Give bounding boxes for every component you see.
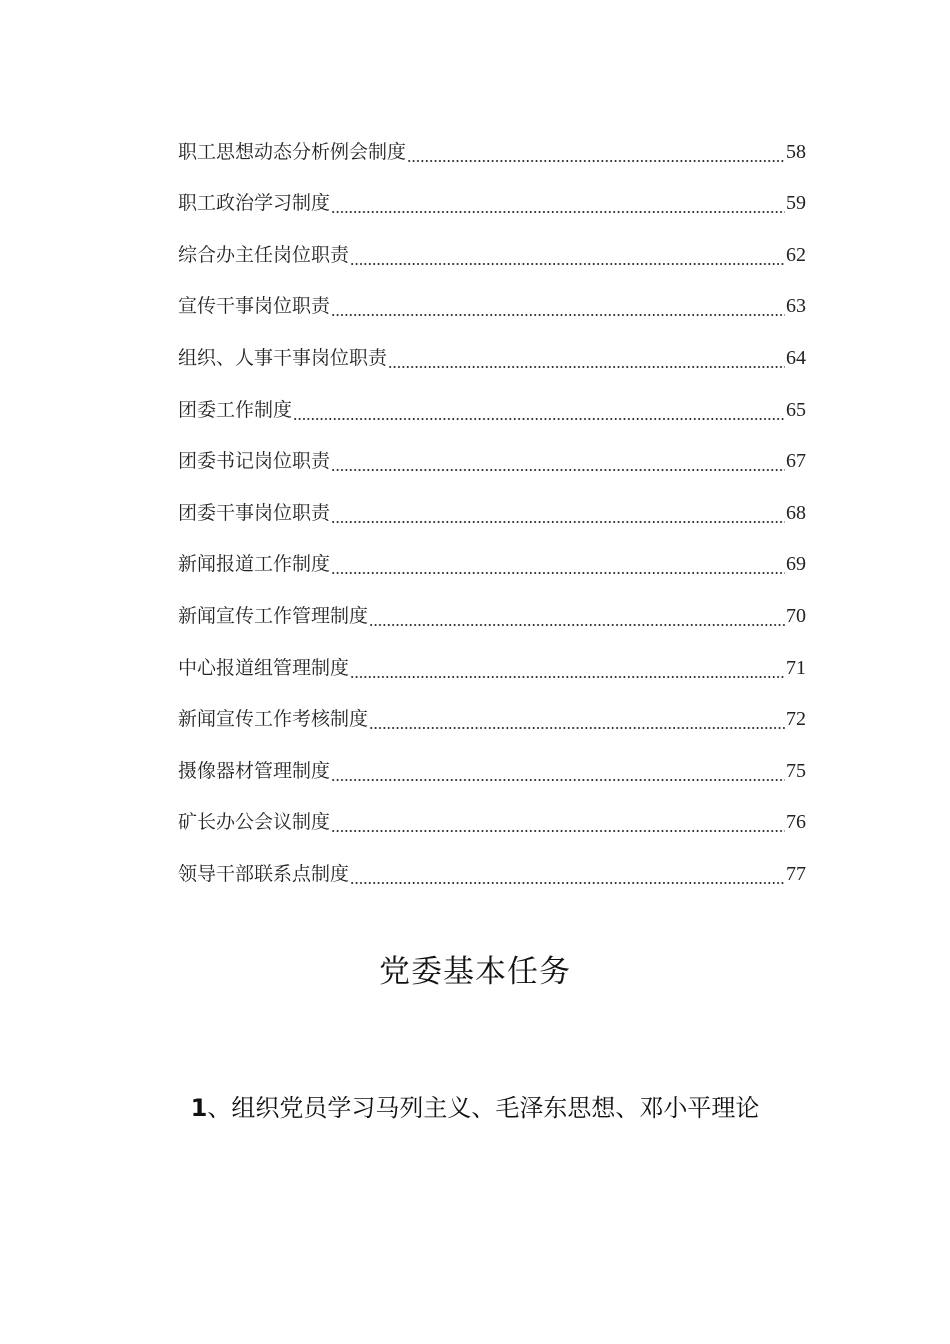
- toc-entry-title: 矿长办公会议制度: [178, 811, 331, 834]
- toc-dot-leader: [331, 184, 785, 214]
- toc-entry[interactable]: [178, 118, 806, 170]
- table-of-contents: [178, 118, 806, 892]
- toc-entry-title: 综合办主任岗位职责: [178, 243, 350, 266]
- toc-entry[interactable]: [178, 479, 806, 531]
- toc-entry-page: 76: [786, 811, 806, 834]
- toc-dot-leader: [388, 339, 785, 369]
- toc-entry-title: 新闻宣传工作考核制度: [178, 708, 369, 731]
- toc-entry-title: 团委工作制度: [178, 398, 293, 421]
- item-number: 1: [190, 1094, 208, 1122]
- toc-entry-page: 69: [786, 553, 806, 576]
- item-text: 、组织党员学习马列主义、毛泽东思想、邓小平理论: [207, 1094, 760, 1122]
- toc-entry-title: 领导干部联系点制度: [178, 862, 350, 885]
- toc-entry[interactable]: [178, 170, 806, 222]
- toc-entry[interactable]: [178, 737, 806, 789]
- toc-entry-page: 63: [786, 295, 806, 318]
- toc-entry-title: 新闻宣传工作管理制度: [178, 604, 369, 627]
- toc-entry-page: 58: [786, 140, 806, 163]
- toc-entry-page: 70: [786, 604, 806, 627]
- toc-dot-leader: [350, 236, 785, 266]
- toc-dot-leader: [369, 700, 785, 730]
- toc-dot-leader: [369, 597, 785, 627]
- toc-entry-page: 71: [786, 656, 806, 679]
- toc-dot-leader: [331, 545, 785, 575]
- toc-dot-leader: [350, 855, 785, 885]
- toc-entry-page: 65: [786, 398, 806, 421]
- toc-entry-title: 摄像器材管理制度: [178, 759, 331, 782]
- toc-entry-title: 中心报道组管理制度: [178, 656, 350, 679]
- toc-entry[interactable]: [178, 582, 806, 634]
- toc-entry-title: 团委干事岗位职责: [178, 501, 331, 524]
- toc-dot-leader: [331, 752, 785, 782]
- toc-entry-page: 62: [786, 243, 806, 266]
- toc-entry-page: 77: [786, 862, 806, 885]
- toc-entry[interactable]: [178, 634, 806, 686]
- toc-entry[interactable]: [178, 531, 806, 583]
- toc-entry-page: 68: [786, 501, 806, 524]
- toc-entry[interactable]: [178, 840, 806, 892]
- toc-dot-leader: [331, 494, 785, 524]
- toc-entry[interactable]: [178, 789, 806, 841]
- toc-entry-title: 组织、人事干事岗位职责: [178, 346, 388, 369]
- toc-entry[interactable]: [178, 273, 806, 325]
- toc-entry-title: 职工政治学习制度: [178, 192, 331, 215]
- toc-entry-page: 72: [786, 708, 806, 731]
- toc-entry-page: 67: [786, 450, 806, 473]
- toc-entry[interactable]: [178, 221, 806, 273]
- section-heading: 党委基本任务: [379, 954, 571, 990]
- toc-entry-page: 64: [786, 346, 806, 369]
- toc-dot-leader: [293, 391, 785, 421]
- toc-entry[interactable]: [178, 686, 806, 738]
- toc-dot-leader: [331, 287, 785, 317]
- toc-dot-leader: [407, 133, 785, 163]
- toc-entry-page: 75: [786, 759, 806, 782]
- toc-entry-title: 职工思想动态分析例会制度: [178, 140, 407, 163]
- toc-entry[interactable]: [178, 376, 806, 428]
- toc-entry-title: 新闻报道工作制度: [178, 553, 331, 576]
- toc-dot-leader: [350, 649, 785, 679]
- toc-entry[interactable]: [178, 324, 806, 376]
- toc-entry-page: 59: [786, 192, 806, 215]
- toc-entry-title: 宣传干事岗位职责: [178, 295, 331, 318]
- toc-dot-leader: [331, 803, 785, 833]
- toc-entry[interactable]: [178, 428, 806, 480]
- toc-entry-title: 团委书记岗位职责: [178, 450, 331, 473]
- toc-dot-leader: [331, 442, 785, 472]
- item-heading: [0, 1088, 950, 1128]
